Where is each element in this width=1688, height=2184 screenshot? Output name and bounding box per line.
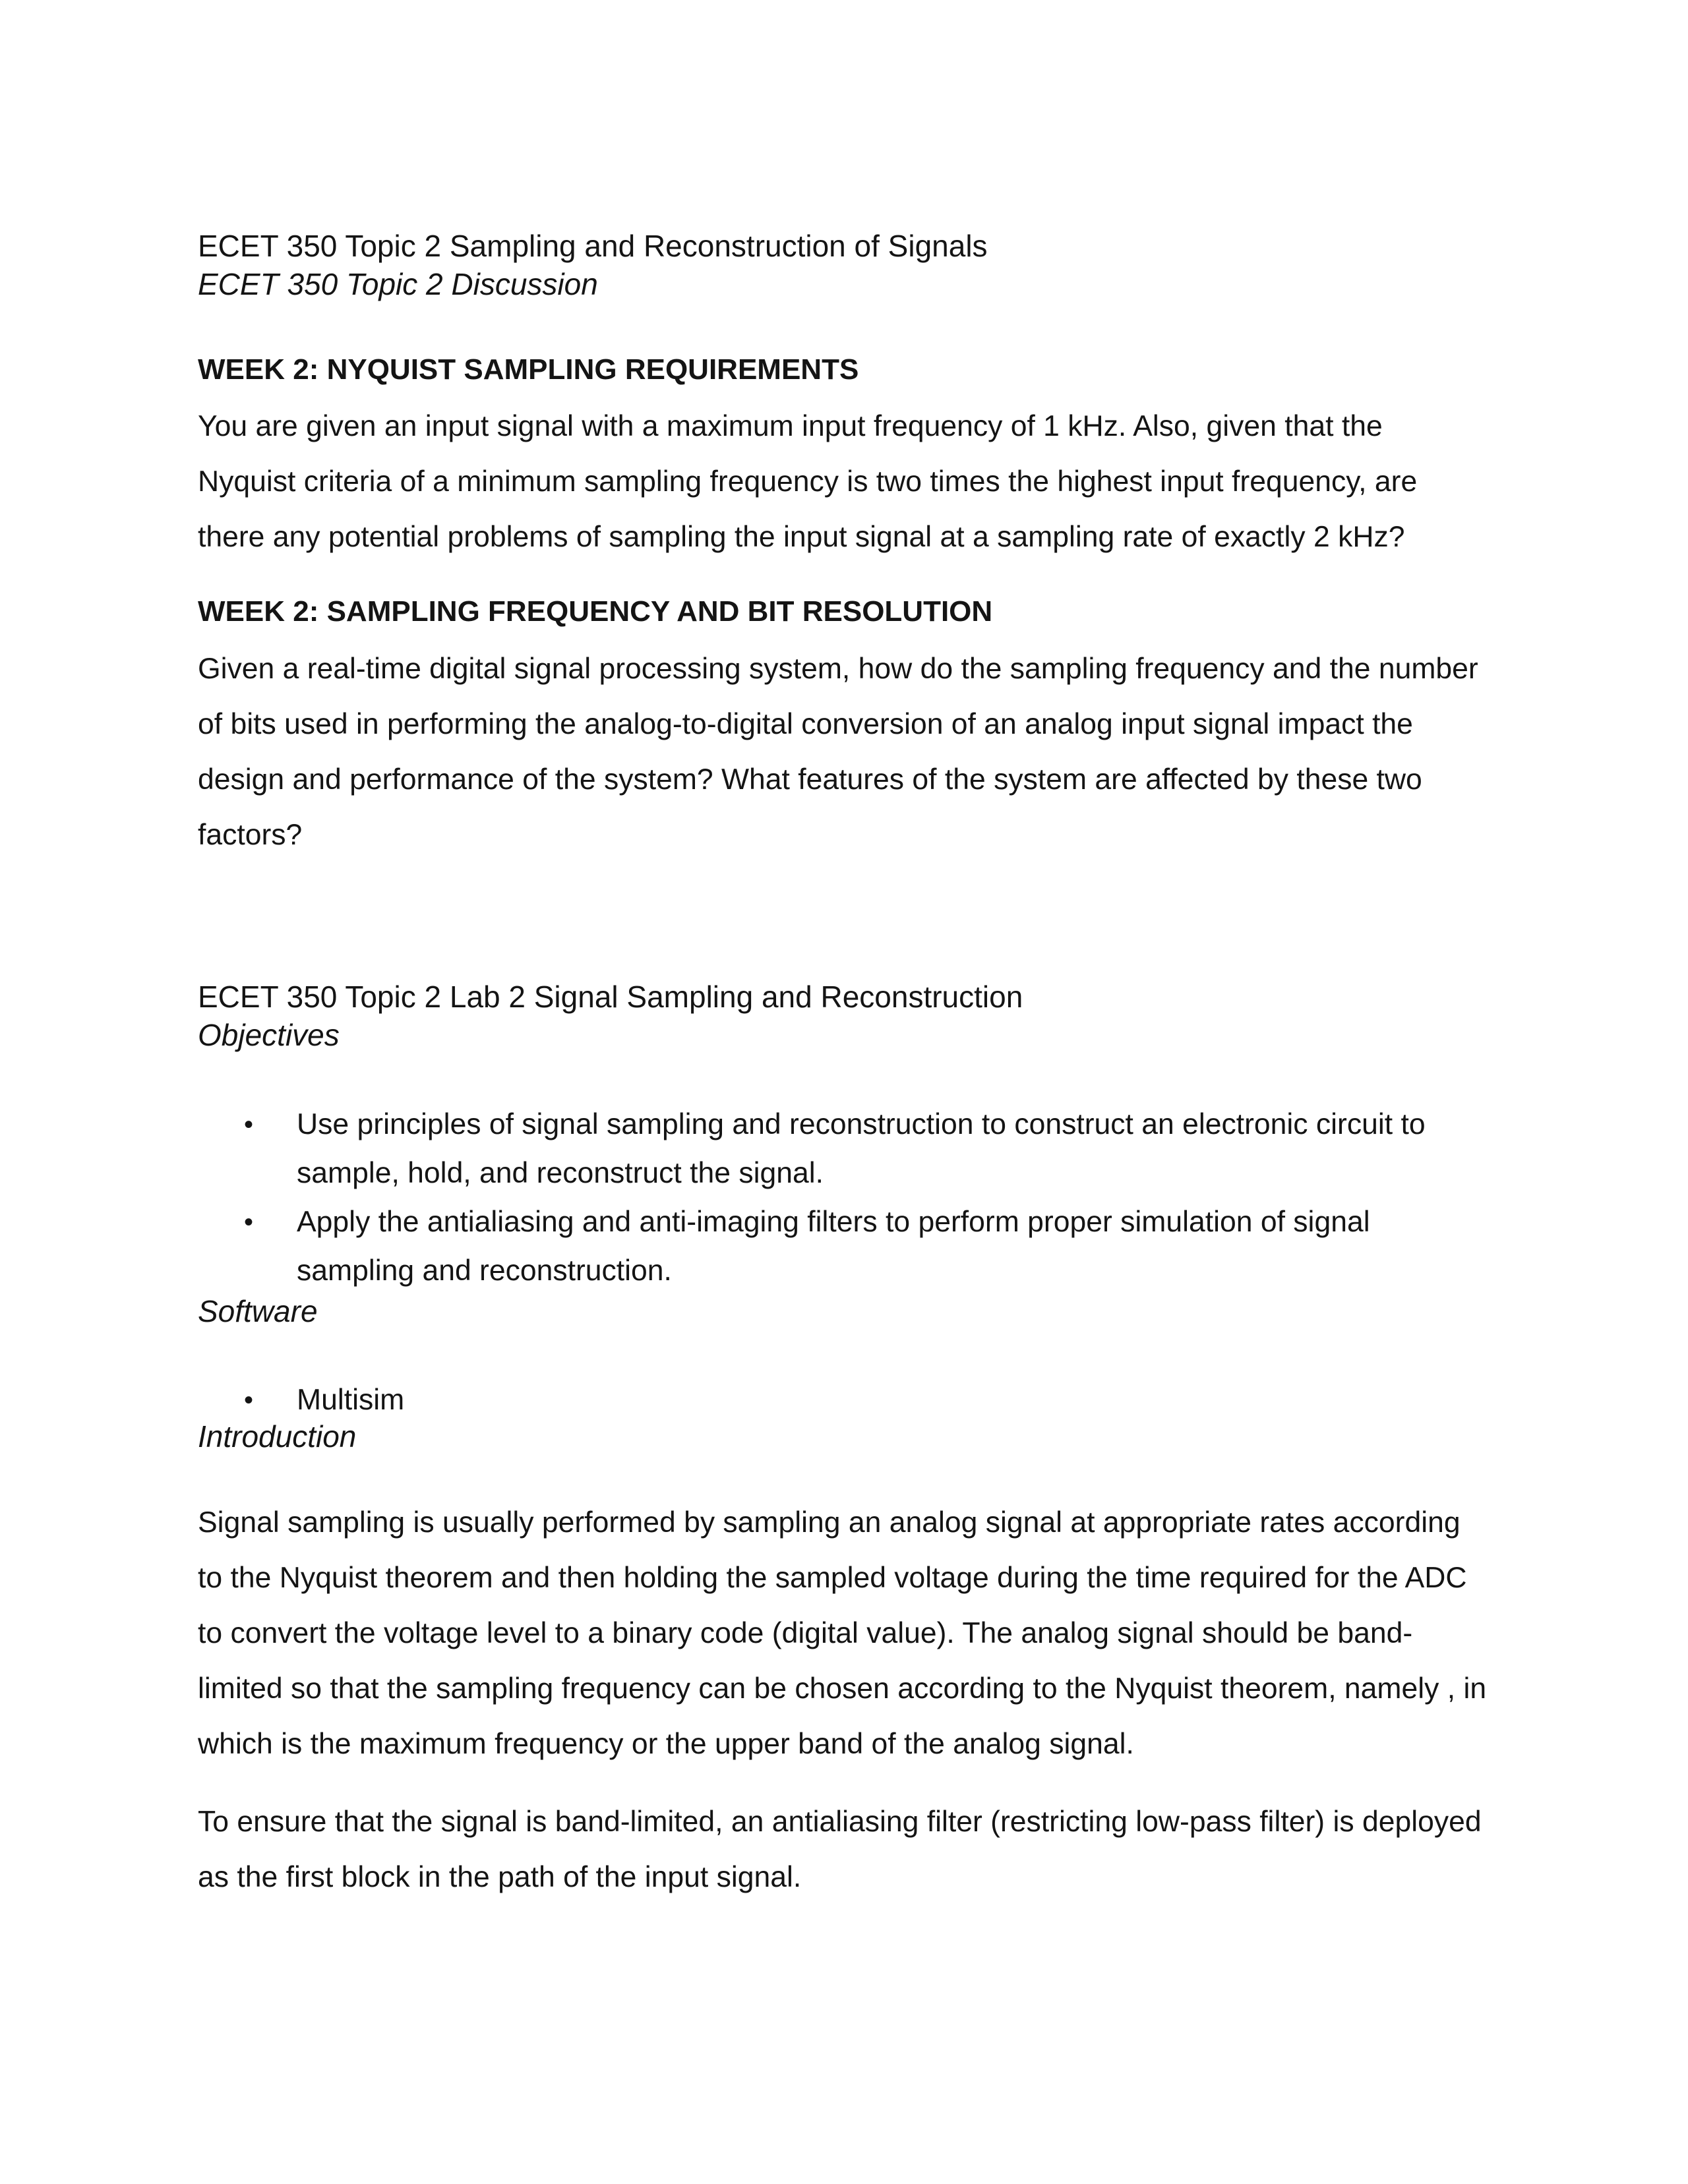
objectives-list — [198, 1100, 1426, 1295]
intro-paragraph-1 — [198, 1495, 1490, 1772]
bullet-icon: • — [244, 1386, 254, 1415]
q2-line: factors? — [198, 819, 303, 851]
software-heading: Software — [198, 1294, 318, 1328]
q1-line: You are given an input signal with a maximum input frequency of 1 kHz. Also, given that the — [198, 410, 1383, 442]
intro-line: To ensure that the signal is band-limited, an antialiasing filter (restricting low-pass filter) is deployed — [198, 1806, 1482, 1838]
q2-line: Given a real-time digital signal processing system, how do the sampling frequency and the number — [198, 653, 1478, 685]
lab-title: ECET 350 Topic 2 Lab 2 Signal Sampling and Reconstruction — [198, 980, 1023, 1014]
objective-line: Use principles of signal sampling and reconstruction to construct an electronic circuit to — [297, 1108, 1426, 1140]
intro-line: to convert the voltage level to a binary code (digital value). The analog signal should be band- — [198, 1617, 1413, 1649]
intro-line: as the first block in the path of the input signal. — [198, 1861, 802, 1893]
bullet-icon: • — [244, 1110, 254, 1139]
intro-line: which is the maximum frequency or the upper band of the analog signal. — [198, 1728, 1134, 1760]
objective-line: sample, hold, and reconstruct the signal. — [297, 1157, 824, 1189]
q2-heading: WEEK 2: SAMPLING FREQUENCY AND BIT RESOLUTION — [198, 595, 993, 628]
intro-line: limited so that the sampling frequency can be chosen according to the Nyquist theorem, namely , in — [198, 1672, 1487, 1705]
q2-line: design and performance of the system? What features of the system are affected by these two — [198, 763, 1422, 796]
software-name: Multisim — [297, 1384, 405, 1416]
intro-line: to the Nyquist theorem and then holding the sampled voltage during the time required for the ADC — [198, 1562, 1467, 1594]
q1-line: there any potential problems of sampling the input signal at a sampling rate of exactly 2 kHz? — [198, 521, 1405, 553]
discussion-subtitle: ECET 350 Topic 2 Discussion — [198, 267, 598, 301]
q2-paragraph — [198, 641, 1490, 863]
q1-line: Nyquist criteria of a minimum sampling frequency is two times the highest input frequency, are — [198, 465, 1418, 498]
discussion-title: ECET 350 Topic 2 Sampling and Reconstruction of Signals — [198, 229, 988, 263]
bullet-icon: • — [244, 1208, 254, 1237]
objective-item — [198, 1198, 1426, 1295]
objective-line: Apply the antialiasing and anti-imaging filters to perform proper simulation of signal — [297, 1206, 1370, 1238]
q1-heading: WEEK 2: NYQUIST SAMPLING REQUIREMENTS — [198, 353, 859, 386]
objective-item — [198, 1100, 1426, 1198]
objectives-heading: Objectives — [198, 1018, 340, 1052]
intro-line: Signal sampling is usually performed by sampling an analog signal at appropriate rates according — [198, 1506, 1461, 1539]
intro-paragraph-2 — [198, 1794, 1490, 1905]
objective-line: sampling and reconstruction. — [297, 1254, 672, 1287]
q1-paragraph — [198, 399, 1490, 565]
introduction-heading: Introduction — [198, 1419, 357, 1454]
q2-line: of bits used in performing the analog-to-digital conversion of an analog input signal impact the — [198, 708, 1413, 740]
